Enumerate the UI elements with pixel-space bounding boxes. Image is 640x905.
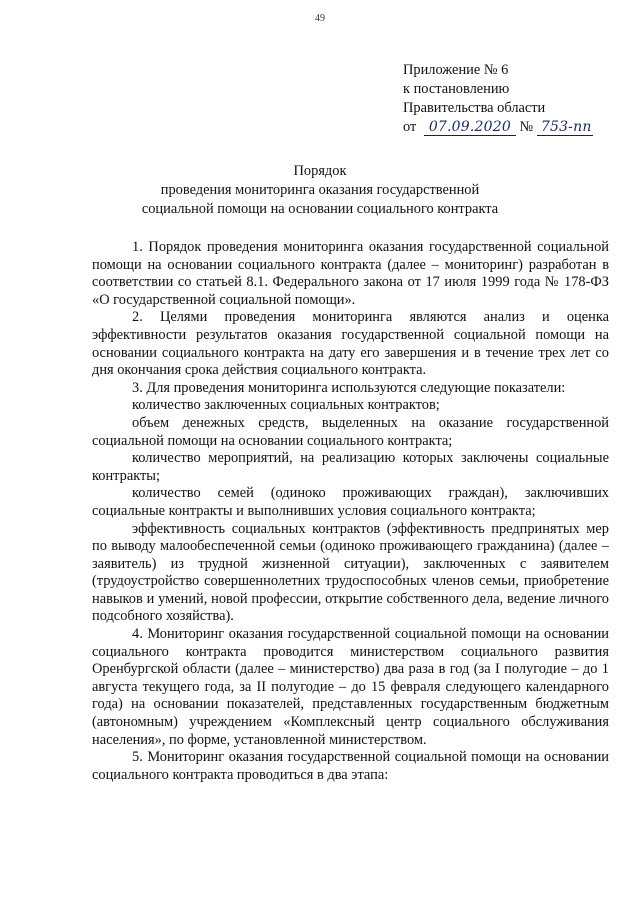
- from-label: от: [403, 119, 417, 135]
- appendix-line-2: к постановлению: [403, 81, 510, 97]
- title-subtitle-line-2: социальной помощи на основании социального контракта: [141, 201, 499, 217]
- handwritten-number: 753-пп: [540, 119, 592, 135]
- appendix-line-1: Приложение № 6: [403, 62, 509, 78]
- page-number: 49: [315, 13, 325, 24]
- appendix-line-3: Правительства области: [403, 100, 546, 116]
- document-title: [0, 162, 640, 219]
- appendix-block: [403, 61, 593, 137]
- paragraph-3: 3. Для проведения мониторинга используются следующие показатели:: [132, 379, 566, 396]
- paragraph-1: 1. Порядок проведения мониторинга оказания государственной социальной помощи на основании социального контракта (далее – мониторинг) разработан в соответствии со статьей 8.1. Федерального закона от 17 июля 1999 года № 178-ФЗ «О государственной социальной помощи».: [92, 239, 609, 308]
- number-label: №: [519, 119, 534, 135]
- paragraph-4: 4. Мониторинг оказания государственной социальной помощи на основании социального контракта проводится министерством социального развития Оренбургской области (далее – министерство) два раза в год (за I полугодие – до 1 августа текущего года, за II полугодие – до 15 февраля следующего календарного года) на основании показателей, представленных государственным бюджетным (автономным) учреждением «Комплексный центр социального обслуживания населения», по форме, установленной министерством.: [92, 626, 609, 748]
- indicator-item-2: объем денежных средств, выделенных на оказание государственной социальной помощи на основании социального контракта;: [92, 414, 609, 449]
- number-field: [537, 120, 593, 136]
- indicator-item-4: количество семей (одиноко проживающих граждан), заключивших социальные контракты и выполнивших условия социального контракта;: [92, 485, 609, 519]
- handwritten-date: 07.09.2020: [428, 119, 511, 135]
- title-subtitle-line-1: проведения мониторинга оказания государственной: [160, 182, 480, 198]
- title-heading: Порядок: [293, 163, 347, 179]
- document-body: [92, 239, 609, 784]
- paragraph-5: 5. Мониторинг оказания государственной социальной помощи на основании социального контракта проводиться в два этапа:: [92, 749, 609, 783]
- date-field: [424, 120, 516, 136]
- indicator-item-1: количество заключенных социальных контрактов;: [132, 397, 440, 414]
- indicator-item-5: эффективность социальных контрактов (эффективность предпринятых мер по выводу малообеспеченной семьи (одиноко проживающего гражданина) (далее – заявитель) из трудной жизненной ситуации), заключенных с заявителем (трудоустройство совершеннолетних трудоспособных членов семьи, приобретение навыков и умений, новой профессии, открытие собственного дела, ведение личного подсобного хозяйства).: [92, 520, 609, 625]
- indicator-item-3: количество мероприятий, на реализацию которых заключены социальные контракты;: [92, 450, 609, 484]
- appendix-date-number-line: [403, 118, 593, 137]
- paragraph-2: 2. Целями проведения мониторинга являются анализ и оценка эффективности результатов оказания государственной социальной помощи на основании социального контракта на дату его завершения и в течение трех лет со дня окончания срока действия социального контракта.: [92, 309, 609, 379]
